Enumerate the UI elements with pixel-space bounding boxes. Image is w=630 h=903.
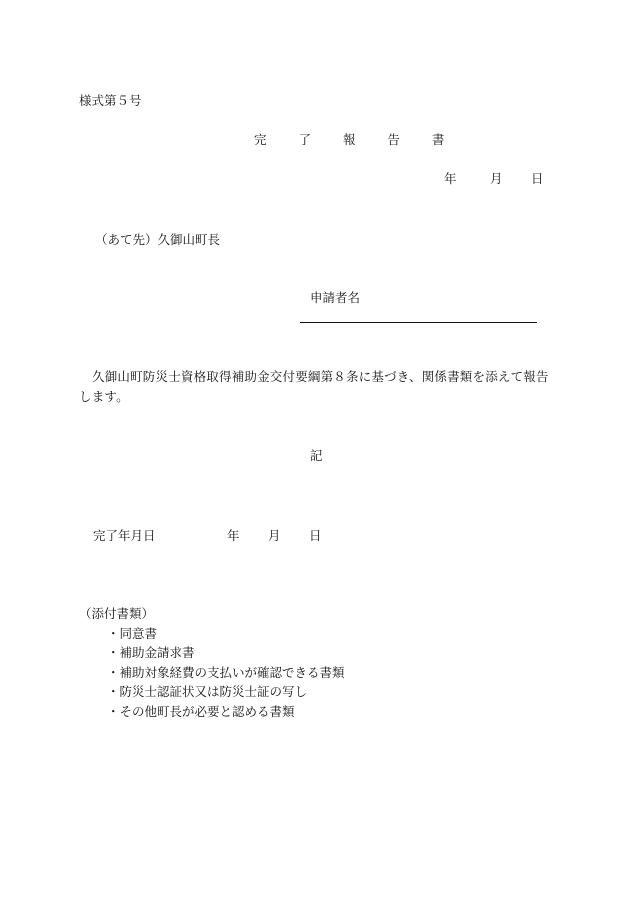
attachments-heading: （添付書類） — [79, 606, 155, 621]
attachment-item: ・補助金請求書 — [107, 645, 195, 660]
applicant-name-label: 申請者名 — [310, 290, 361, 305]
date-month: 月 — [490, 171, 503, 186]
date-year: 年 — [444, 171, 457, 186]
completion-date-row — [93, 526, 322, 544]
addressee: （あて先）久御山町長 — [95, 232, 221, 247]
report-body-text: 久御山町防災士資格取得補助金交付要綱第８条に基づき、関係書類を添えて報告します。 — [79, 369, 549, 404]
completion-month: 月 — [268, 528, 281, 543]
form-number: 様式第５号 — [79, 93, 142, 108]
attachments-section — [79, 604, 345, 721]
ki-heading: 記 — [310, 448, 323, 463]
completion-day: 日 — [309, 528, 322, 543]
document-title: 完 了 報 告 書 — [254, 132, 459, 147]
attachment-item: ・同意書 — [107, 625, 158, 641]
date-day: 日 — [531, 171, 544, 186]
attachment-item: ・補助対象経費の支払いが確認できる書類 — [107, 664, 345, 680]
applicant-name-underline — [300, 322, 537, 323]
completion-year: 年 — [227, 528, 240, 543]
completion-date-label: 完了年月日 — [93, 528, 156, 543]
attachment-item: ・防災士認証状又は防災士証の写し — [107, 684, 308, 699]
date-line — [444, 169, 544, 187]
attachment-item: ・その他町長が必要と認める書類 — [107, 703, 295, 719]
